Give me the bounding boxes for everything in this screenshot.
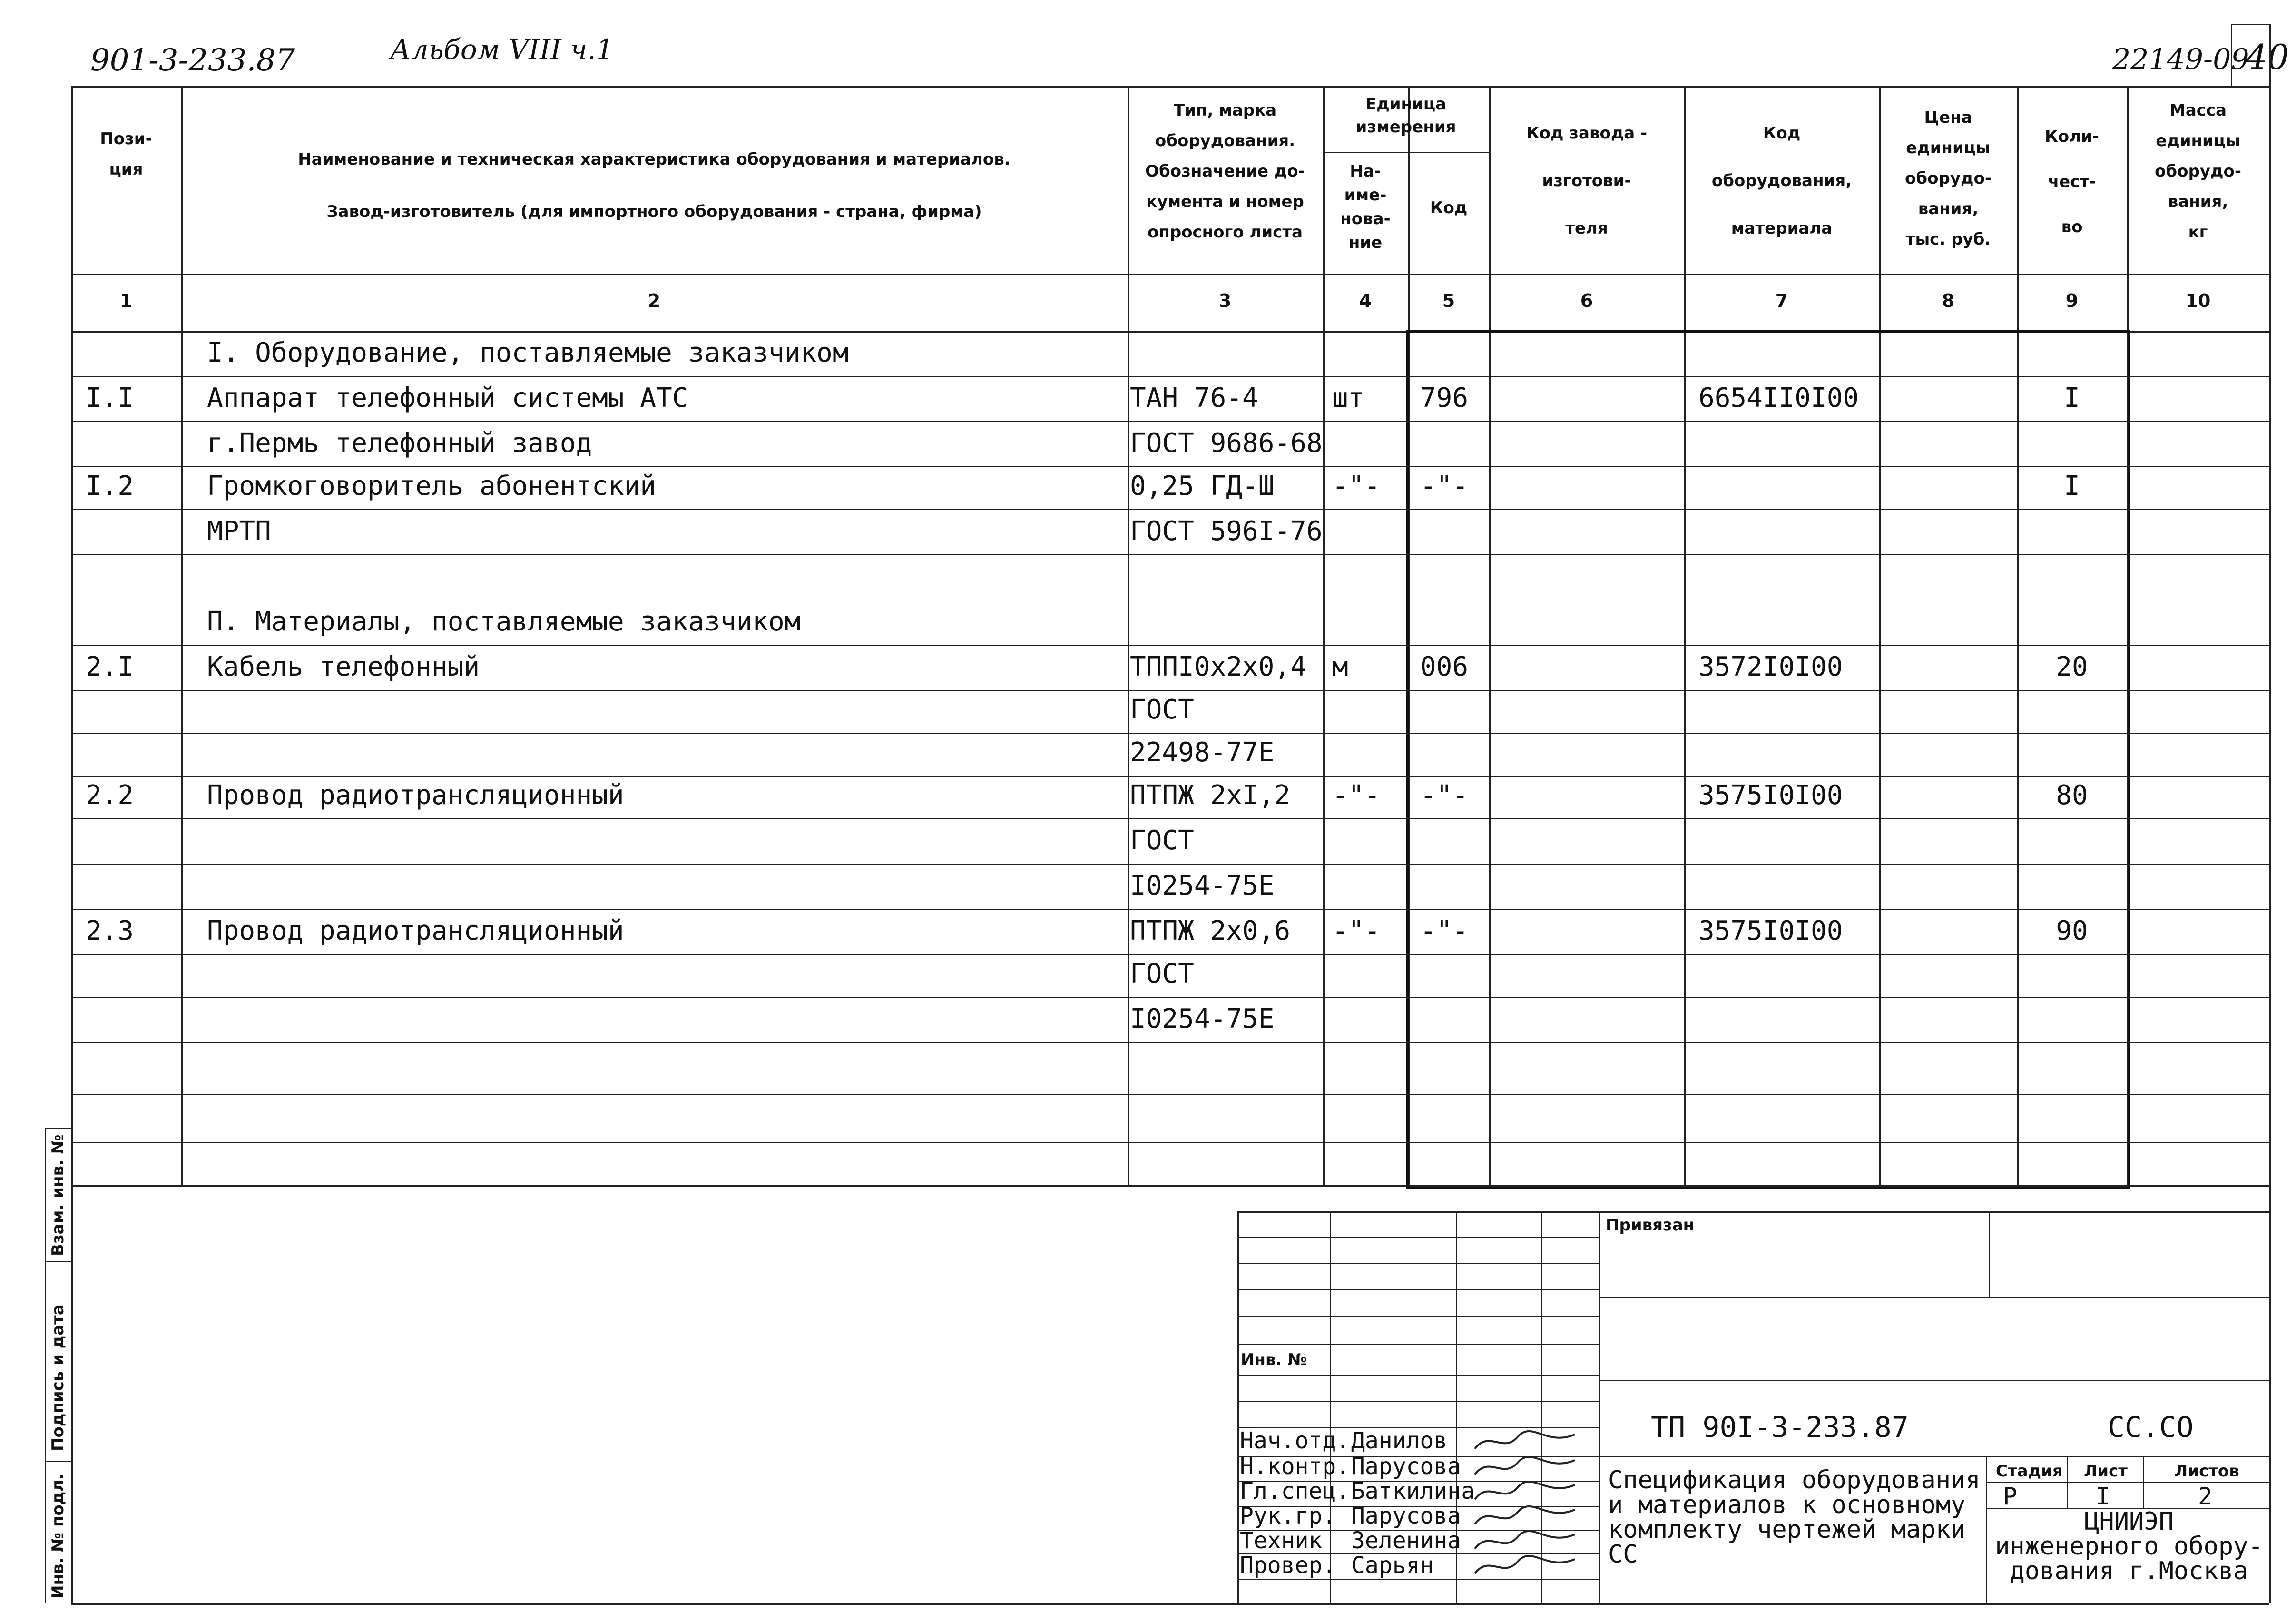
name-cell: Кабель телефонный — [207, 651, 480, 682]
sheet-value: I — [2096, 1483, 2110, 1510]
tb-v5 — [1989, 1211, 1990, 1297]
header-quantity: Коли- чест- во — [2045, 127, 2099, 236]
signatory-role: Рук.гр. — [1240, 1503, 1336, 1529]
tb-top — [1237, 1211, 2269, 1213]
quantity-cell: I — [2064, 383, 2080, 413]
signatory-name: Сарьян — [1351, 1552, 1434, 1579]
signatory-name: Баткилина — [1351, 1478, 1475, 1504]
doc-code: 901-3-233.87 — [90, 43, 295, 78]
name-cell: МРТП — [207, 516, 271, 547]
name-cell: Аппарат телефонный системы АТС — [207, 383, 688, 413]
header-price: Цена единицы оборудо- вания, тыс. руб. — [1905, 108, 1992, 249]
header-unit-group: Единица измерения — [1355, 95, 1456, 137]
title-block-row-line — [1237, 1237, 1599, 1238]
sheet-number: 40 — [2246, 37, 2289, 77]
row-divider — [71, 1042, 2269, 1043]
type-cell: ГОСТ 596I-76 — [1130, 516, 1323, 547]
unit-code-cell: 796 — [1420, 383, 1469, 413]
title-block-row-line — [1237, 1344, 1599, 1345]
col-number: 2 — [648, 290, 661, 311]
frame-bottom — [71, 1603, 2269, 1605]
side-stamp-left — [45, 1128, 46, 1603]
signatory-name: Парусова — [1351, 1453, 1462, 1480]
col-number: 1 — [119, 290, 133, 311]
position-cell: 2.2 — [86, 780, 134, 811]
stage-value: Р — [2003, 1483, 2018, 1510]
tb-h-docnum — [1599, 1380, 2269, 1381]
signatory-name: Данилов — [1351, 1427, 1448, 1454]
row-divider — [71, 864, 2269, 865]
header-bottom — [71, 274, 2269, 275]
doc-description: Спецификация оборудования и материалов к основному комплекту чертежей марки СС — [1608, 1466, 1981, 1569]
row-divider — [71, 421, 2269, 422]
doc-mark: СС.СО — [2108, 1411, 2194, 1444]
name-cell: Провод радиотрансляционный — [207, 780, 624, 811]
type-cell: I0254-75Е — [1130, 870, 1275, 901]
doc-number: ТП 90I-3-233.87 — [1651, 1411, 1909, 1444]
row-divider — [71, 509, 2269, 510]
signature-scribble — [1470, 1552, 1580, 1581]
row-divider — [71, 818, 2269, 819]
tb-v4 — [1599, 1211, 1600, 1603]
position-cell: 2.I — [86, 651, 134, 682]
type-cell: ГОСТ — [1130, 958, 1194, 989]
unit-code-cell: -"- — [1420, 471, 1469, 501]
unit-name-cell: -"- — [1332, 915, 1381, 946]
quantity-cell: 90 — [2056, 915, 2088, 946]
stage-label: Стадия — [1996, 1462, 2063, 1481]
signatory-role: Гл.спец. — [1240, 1478, 1350, 1504]
type-cell: ГОСТ — [1130, 694, 1194, 725]
signatory-name: Зеленина — [1351, 1527, 1462, 1554]
signature-scribble — [1470, 1503, 1580, 1531]
type-cell: 0,25 ГД-Ш — [1130, 471, 1275, 501]
position-cell: I.2 — [86, 471, 134, 501]
type-cell: ГОСТ 9686-68 — [1130, 428, 1323, 459]
col-number: 3 — [1218, 290, 1232, 311]
row-divider — [71, 645, 2269, 646]
header-type: Тип, марка оборудования. Обозначение до- кумента и номер опросного листа — [1145, 101, 1305, 242]
unit-name-cell: шт — [1332, 383, 1364, 413]
col-number: 6 — [1580, 290, 1593, 311]
side-stamp-top — [45, 1128, 71, 1129]
title-block-row-line — [1237, 1316, 1599, 1317]
reference-number: 22149-09 — [2112, 43, 2249, 76]
sheet-box-top — [2231, 24, 2269, 25]
name-cell: I. Оборудование, поставляемые заказчиком — [207, 337, 849, 368]
name-cell: Громкоговоритель абонентский — [207, 471, 657, 501]
sheets-label: Листов — [2174, 1462, 2239, 1481]
organization: ЦНИИЭП инженерного обору- дования г.Москва — [1995, 1507, 2263, 1585]
side-stamp-div1 — [45, 1261, 71, 1262]
sheets-value: 2 — [2198, 1483, 2213, 1510]
tb-h-privyazan — [1599, 1297, 2269, 1298]
type-cell: 22498-77Е — [1130, 737, 1275, 768]
col-number: 10 — [2185, 290, 2211, 311]
tb-v-stage3 — [2143, 1456, 2144, 1508]
row-divider — [71, 997, 2269, 998]
type-cell: ГОСТ — [1130, 825, 1194, 856]
title-block-row-line — [1237, 1263, 1599, 1264]
side-stamp-inv: Инв. № подл. — [49, 1473, 68, 1599]
quantity-cell: I — [2064, 471, 2080, 501]
header-mass: Масса единицы оборудо- вания, кг — [2155, 101, 2241, 242]
equipment-code-cell: 3575I0I00 — [1698, 780, 1843, 811]
col-number: 4 — [1359, 290, 1372, 311]
inv-no-label: Инв. № — [1241, 1350, 1307, 1369]
tb-v-stage — [1986, 1456, 1987, 1603]
type-cell: I0254-75Е — [1130, 1003, 1275, 1034]
tb-left — [1237, 1211, 1239, 1603]
name-cell: г.Пермь телефонный завод — [207, 428, 592, 459]
type-cell: ПТПЖ 2xI,2 — [1130, 780, 1291, 811]
frame-top — [71, 86, 2269, 88]
highlight-box — [1406, 330, 2130, 1189]
signatory-role: Провер. — [1240, 1552, 1336, 1579]
header-position: Пози- ция — [100, 129, 152, 179]
header-equipment-code: Код оборудования, материала — [1711, 124, 1852, 238]
position-cell: I.I — [86, 383, 134, 413]
signature-scribble — [1470, 1427, 1580, 1456]
col-number: 9 — [2065, 290, 2079, 311]
tb-v1 — [1330, 1211, 1331, 1603]
col-line-2 — [1128, 86, 1129, 1185]
quantity-cell: 20 — [2056, 651, 2088, 682]
col-number: 7 — [1775, 290, 1788, 311]
row-divider — [71, 376, 2269, 377]
name-cell: Провод радиотрансляционный — [207, 915, 624, 946]
tb-h-stage1 — [1986, 1482, 2269, 1483]
unit-code-cell: -"- — [1420, 915, 1469, 946]
header-plant-code: Код завода - изготови- теля — [1526, 124, 1648, 238]
type-cell: ТАН 76-4 — [1130, 383, 1258, 413]
unit-name-cell: -"- — [1332, 780, 1381, 811]
col-number: 5 — [1442, 290, 1455, 311]
side-stamp-div2 — [45, 1461, 71, 1462]
row-divider — [71, 909, 2269, 910]
equipment-code-cell: 3572I0I00 — [1698, 651, 1843, 682]
signatory-name: Парусова — [1351, 1503, 1462, 1529]
col-number: 8 — [1942, 290, 1955, 311]
sheet-label: Лист — [2084, 1462, 2128, 1481]
unit-code-cell: -"- — [1420, 780, 1469, 811]
unit-code-cell: 006 — [1420, 651, 1469, 682]
unit-name-cell: м — [1332, 651, 1348, 682]
signatory-role: Н.контр. — [1240, 1453, 1350, 1480]
position-cell: 2.3 — [86, 915, 134, 946]
equipment-code-cell: 3575I0I00 — [1698, 915, 1843, 946]
row-divider — [71, 554, 2269, 555]
header-unit-name: На- име- нова- ние — [1340, 162, 1391, 252]
side-stamp-podpis: Подпись и дата — [49, 1304, 68, 1451]
header-unit-code: Код — [1430, 198, 1468, 217]
side-stamp-vzam: Взам. инв. № — [49, 1134, 68, 1256]
row-divider — [71, 1142, 2269, 1143]
col-line-1 — [181, 86, 183, 1185]
privyazan-label: Привязан — [1606, 1216, 1695, 1235]
quantity-cell: 80 — [2056, 780, 2088, 811]
row-divider — [71, 1094, 2269, 1095]
tb-h-desc — [1599, 1456, 2269, 1457]
frame-right — [2269, 24, 2271, 1603]
unit-name-cell: -"- — [1332, 471, 1381, 501]
signature-scribble — [1470, 1453, 1580, 1482]
frame-left — [71, 86, 73, 1603]
signatory-role: Техник — [1240, 1527, 1323, 1554]
type-cell: ТППI0x2x0,4 — [1130, 651, 1306, 682]
album-label: Альбом VIII ч.1 — [390, 33, 614, 66]
unit-group-divider — [1323, 152, 1489, 153]
name-cell: П. Материалы, поставляемые заказчиком — [207, 606, 801, 637]
signature-scribble — [1470, 1527, 1580, 1556]
title-block-row-line — [1237, 1375, 1599, 1376]
signatory-role: Нач.отд. — [1240, 1427, 1350, 1454]
tb-v-stage2 — [2067, 1456, 2068, 1508]
signature-scribble — [1470, 1478, 1580, 1506]
equipment-code-cell: 6654II0I00 — [1698, 383, 1859, 413]
header-name: Наименование и техническая характеристика оборудования и материалов. Завод-изготовитель (для импортного оборудования - страна, фирма) — [298, 150, 1011, 221]
type-cell: ПТПЖ 2x0,6 — [1130, 915, 1291, 946]
title-block-row-line — [1237, 1401, 1599, 1402]
row-divider — [71, 1185, 2269, 1186]
sheet-box-left — [2231, 24, 2232, 86]
title-block-row-line — [1237, 1289, 1599, 1290]
